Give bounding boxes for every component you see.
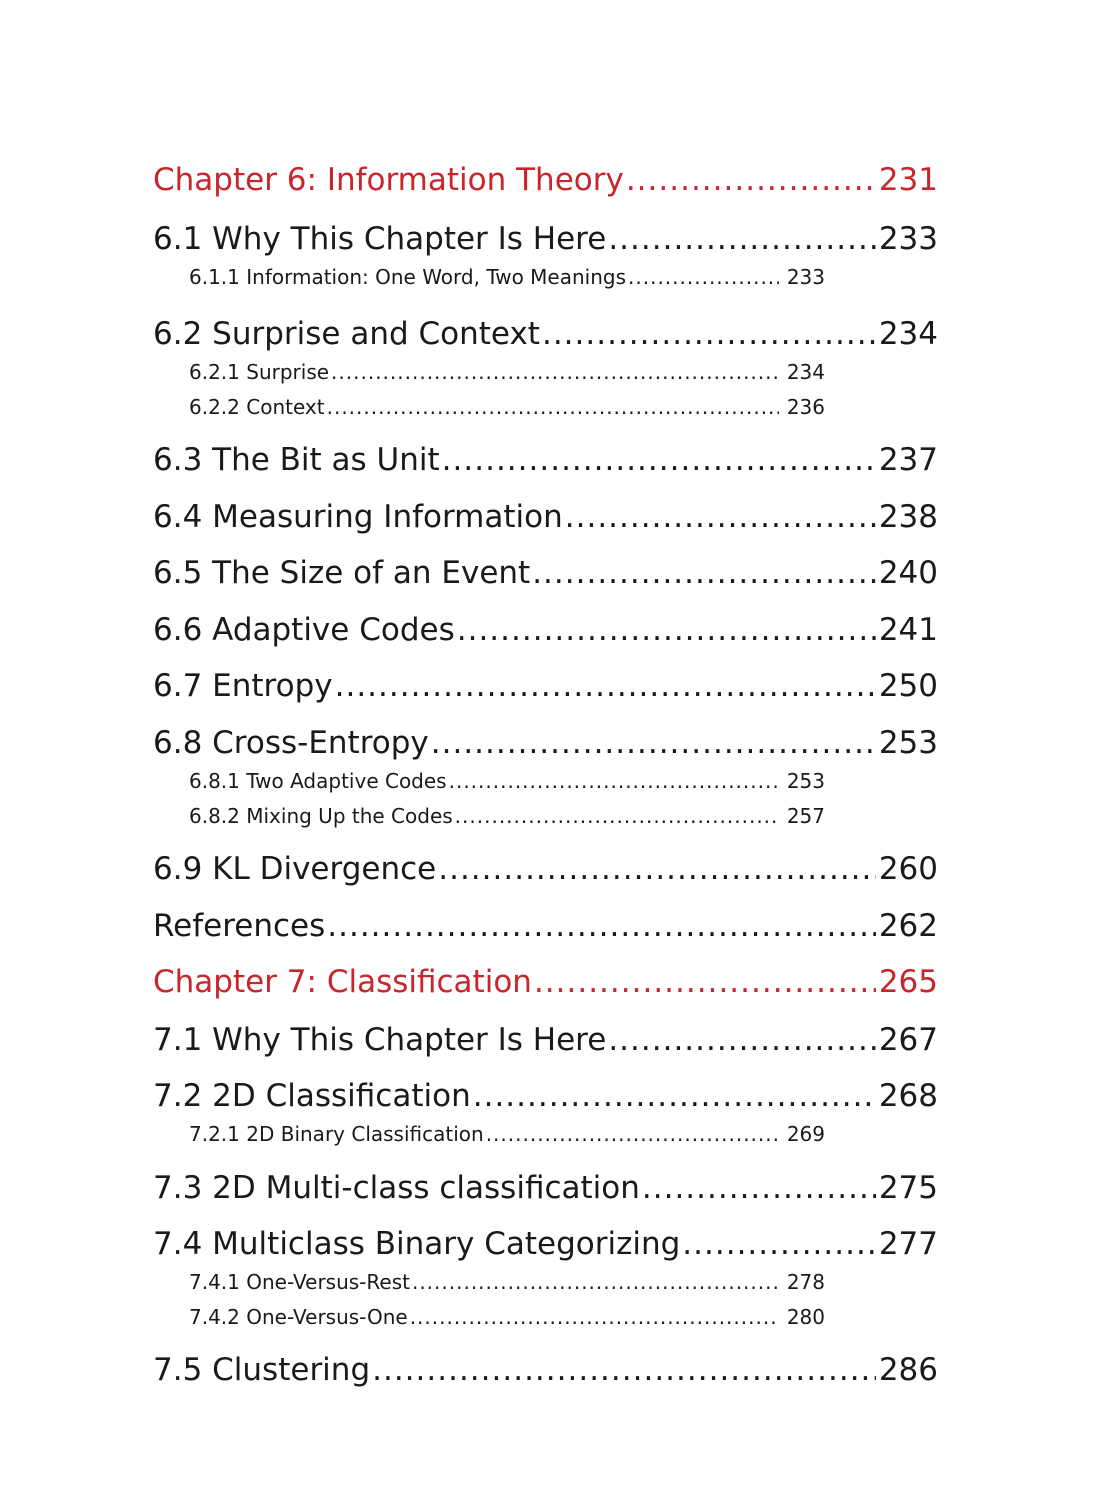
dot-leader [372,1348,876,1392]
toc-page-number: 236 [786,395,825,419]
toc-entry-title: Chapter 6: Information Theory [153,162,624,198]
toc-section-6-6[interactable] [153,608,938,652]
toc-subsection-6-8-1[interactable] [189,766,825,796]
dot-leader [626,158,876,202]
toc-page-number: 241 [878,612,938,648]
toc-entry-title: 6.4 Measuring Information [153,499,563,535]
toc-page-number: 262 [878,908,938,944]
toc-entry-title: 7.4.2 One-Versus-One [189,1305,408,1329]
toc-page-number: 233 [786,265,825,289]
toc-entry-title: References [153,908,326,944]
toc-subsection-7-4-2[interactable] [189,1302,825,1332]
toc-entry-title: 7.3 2D Multi-class classification [153,1170,640,1206]
toc-page-number: 267 [878,1022,938,1058]
toc-entry-title: 6.2.1 Surprise [189,360,330,384]
dot-leader [486,1119,779,1149]
toc-entry-title: 6.3 The Bit as Unit [153,442,440,478]
toc-section-6-5[interactable] [153,551,938,595]
toc-entry-title: 7.1 Why This Chapter Is Here [153,1022,607,1058]
toc-page-number: 269 [786,1122,825,1146]
dot-leader [534,960,876,1004]
dot-leader [331,357,779,387]
table-of-contents [153,0,943,1494]
dot-leader [642,1166,876,1210]
toc-entry-title: 7.4.1 One-Versus-Rest [189,1270,410,1294]
toc-section-6-8[interactable] [153,721,938,765]
toc-section-6-3[interactable] [153,438,938,482]
toc-page-number: 278 [786,1270,825,1294]
toc-subsection-6-2-2[interactable] [189,392,825,422]
toc-section-7-1[interactable] [153,1018,938,1062]
toc-chapter-7[interactable] [153,960,938,1004]
toc-entry-title: 6.2.2 Context [189,395,325,419]
toc-section-6-1[interactable] [153,217,938,261]
toc-subsection-6-8-2[interactable] [189,801,825,831]
dot-leader [682,1222,876,1266]
dot-leader [532,551,876,595]
toc-page-number: 237 [878,442,938,478]
toc-page-number: 280 [786,1305,825,1329]
toc-entry-title: 7.2 2D Classification [153,1078,471,1114]
toc-page-number: 240 [878,555,938,591]
dot-leader [608,217,876,261]
dot-leader [431,721,876,765]
toc-entry-title: 6.6 Adaptive Codes [153,612,455,648]
dot-leader [327,904,876,948]
dot-leader [410,1302,779,1332]
toc-page-number: 238 [878,499,938,535]
toc-references[interactable] [153,904,938,948]
toc-entry-title: 6.8.2 Mixing Up the Codes [189,804,453,828]
toc-page-number: 286 [878,1352,938,1388]
toc-page-number: 268 [878,1078,938,1114]
toc-page-number: 275 [878,1170,938,1206]
toc-entry-title: 7.4 Multiclass Binary Categorizing [153,1226,681,1262]
dot-leader [565,495,876,539]
toc-subsection-7-4-1[interactable] [189,1267,825,1297]
toc-page-number: 233 [878,221,938,257]
toc-entry-title: 6.2 Surprise and Context [153,316,540,352]
toc-entry-title: 6.5 The Size of an Event [153,555,531,591]
toc-section-7-5[interactable] [153,1348,938,1392]
toc-subsection-6-2-1[interactable] [189,357,825,387]
toc-entry-title: 7.2.1 2D Binary Classification [189,1122,484,1146]
toc-page-number: 260 [878,851,938,887]
toc-entry-title: 6.7 Entropy [153,668,333,704]
dot-leader [442,438,876,482]
toc-page-number: 234 [878,316,938,352]
toc-chapter-6[interactable] [153,158,938,202]
dot-leader [455,801,779,831]
toc-page-number: 231 [878,162,938,198]
toc-section-6-2[interactable] [153,312,938,356]
toc-page-number: 257 [786,804,825,828]
dot-leader [542,312,876,356]
toc-page-number: 277 [878,1226,938,1262]
toc-entry-title: 6.1.1 Information: One Word, Two Meanings [189,265,627,289]
dot-leader [473,1074,876,1118]
toc-section-7-2[interactable] [153,1074,938,1118]
toc-entry-title: 6.8 Cross-Entropy [153,725,429,761]
toc-page-number: 253 [878,725,938,761]
toc-section-6-7[interactable] [153,664,938,708]
toc-entry-title: 6.9 KL Divergence [153,851,437,887]
toc-subsection-6-1-1[interactable] [189,262,825,292]
toc-entry-title: 7.5 Clustering [153,1352,371,1388]
toc-page-number: 253 [786,769,825,793]
toc-page-number: 265 [878,964,938,1000]
dot-leader [457,608,876,652]
toc-page-number: 250 [878,668,938,704]
toc-section-6-9[interactable] [153,847,938,891]
toc-subsection-7-2-1[interactable] [189,1119,825,1149]
toc-page-number: 234 [786,360,825,384]
toc-section-7-3[interactable] [153,1166,938,1210]
toc-section-7-4[interactable] [153,1222,938,1266]
dot-leader [335,664,876,708]
dot-leader [412,1267,779,1297]
dot-leader [628,262,779,292]
dot-leader [608,1018,876,1062]
toc-entry-title: 6.8.1 Two Adaptive Codes [189,769,447,793]
dot-leader [327,392,779,422]
toc-entry-title: 6.1 Why This Chapter Is Here [153,221,607,257]
dot-leader [438,847,876,891]
dot-leader [449,766,779,796]
toc-entry-title: Chapter 7: Classification [153,964,532,1000]
toc-section-6-4[interactable] [153,495,938,539]
